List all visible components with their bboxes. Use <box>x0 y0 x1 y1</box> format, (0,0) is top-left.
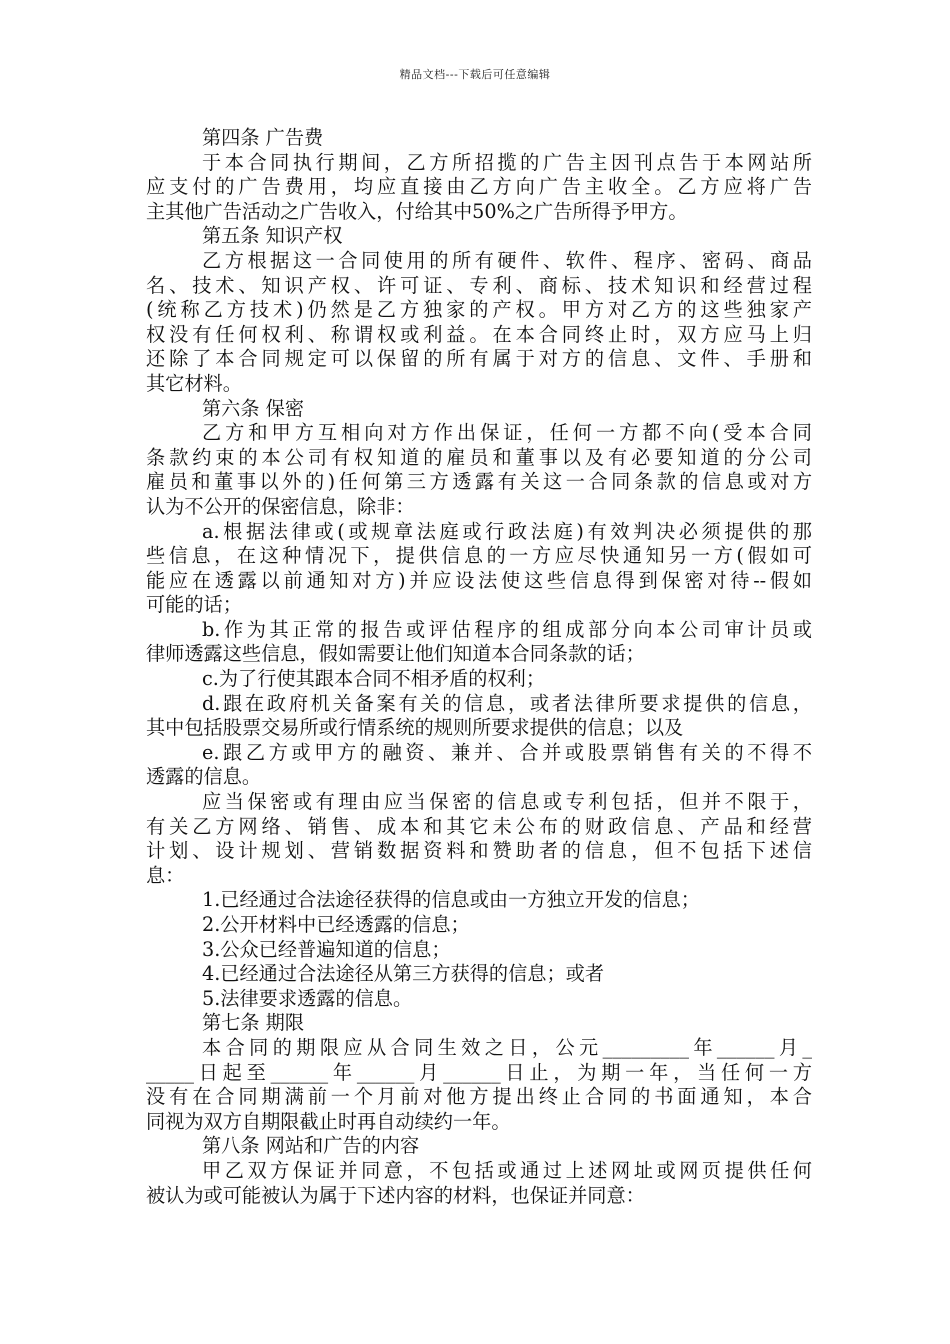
text-line: 其它材料。 <box>146 371 242 395</box>
article-heading: 第七条 期限 <box>202 1011 305 1035</box>
text-line: 3.公众已经普遍知道的信息； <box>202 937 451 961</box>
text-line: 条款约束的本公司有权知道的雇员和董事以及有必要知道的分公司 <box>146 445 812 469</box>
text-line: _____日起至______年______月______日止，为期一年，当任何一方 <box>146 1060 812 1084</box>
text-line: 应支付的广告费用，均应直接由乙方向广告主收全。乙方应将广告 <box>146 175 812 199</box>
text-line: 权没有任何权利、称谓权或利益。在本合同终止时，双方应马上归 <box>146 322 812 346</box>
text-line: 名、技术、知识产权、许可证、专利、商标、技术知识和经营过程 <box>146 273 812 297</box>
text-line: 主其他广告活动之广告收入，付给其中50%之广告所得予甲方。 <box>146 199 688 223</box>
text-line: 同视为双方自期限截止时再自动续约一年。 <box>146 1109 511 1133</box>
text-line: 还除了本合同规定可以保留的所有属于对方的信息、文件、手册和 <box>146 347 812 371</box>
text-line: 透露的信息。 <box>146 765 262 789</box>
text-line: 本合同的期限应从合同生效之日，公元_________年______月_ <box>202 1035 812 1059</box>
text-line: 于本合同执行期间，乙方所招揽的广告主因刊点告于本网站所 <box>202 150 812 174</box>
page-header: 精品文档---下载后可任意编辑 <box>399 68 551 81</box>
text-line: 乙方和甲方互相向对方作出保证，任何一方都不向(受本合同 <box>202 421 812 445</box>
text-line: 计划、设计规划、营销数据资料和赞助者的信息，但不包括下述信 <box>146 839 812 863</box>
text-line: b.作为其正常的报告或评估程序的组成部分向本公司审计员或 <box>202 617 812 641</box>
text-line: 些信息，在这种情况下，提供信息的一方应尽快通知另一方(假如可 <box>146 544 812 568</box>
article-heading: 第八条 网站和广告的内容 <box>202 1134 420 1158</box>
text-line: a.根据法律或(或规章法庭或行政法庭)有效判决必须提供的那 <box>202 519 812 543</box>
text-line: d.跟在政府机关备案有关的信息，或者法律所要求提供的信息， <box>202 691 812 715</box>
text-line: 应当保密或有理由应当保密的信息或专利包括，但并不限于， <box>202 790 812 814</box>
text-line: 能应在透露以前通知对方)并应设法使这些信息得到保密对待--假如 <box>146 568 812 592</box>
document-body <box>146 126 812 1208</box>
text-line: 2.公开材料中已经透露的信息； <box>202 913 470 936</box>
text-line: 乙方根据这一合同使用的所有硬件、软件、程序、密码、商品 <box>202 248 812 272</box>
text-line: e.跟乙方或甲方的融资、兼并、合并或股票销售有关的不得不 <box>202 740 812 764</box>
text-line: 1.已经通过合法途径获得的信息或由一方独立开发的信息； <box>202 888 700 912</box>
article-heading: 第五条 知识产权 <box>202 224 343 248</box>
article-heading: 第四条 广告费 <box>202 126 324 149</box>
text-line: (统称乙方技术)仍然是乙方独家的产权。甲方对乙方的这些独家产 <box>146 298 812 322</box>
text-line: 其中包括股票交易所或行情系统的规则所要求提供的信息；以及 <box>146 716 684 740</box>
text-line: 有关乙方网络、销售、成本和其它未公布的财政信息、产品和经营 <box>146 814 812 838</box>
text-line: 甲乙双方保证并同意，不包括或通过上述网址或网页提供任何 <box>202 1158 812 1182</box>
article-heading: 第六条 保密 <box>202 396 305 420</box>
text-line: 被认为或可能被认为属于下述内容的材料，也保证并同意： <box>146 1183 645 1207</box>
text-line: c.为了行使其跟本合同不相矛盾的权利； <box>202 667 546 691</box>
text-line: 4.已经通过合法途径从第三方获得的信息；或者 <box>202 962 605 986</box>
text-line: 可能的话； <box>146 593 242 617</box>
text-line: 息： <box>146 863 185 887</box>
text-line: 认为不公开的保密信息，除非： <box>146 494 415 518</box>
text-line: 5.法律要求透露的信息。 <box>202 986 413 1010</box>
text-line: 没有在合同期满前一个月前对他方提出终止合同的书面通知，本合 <box>146 1085 812 1109</box>
text-line: 雇员和董事以外的)任何第三方透露有关这一合同条款的信息或对方 <box>146 470 812 494</box>
text-line: 律师透露这些信息，假如需要让他们知道本合同条款的话； <box>146 642 645 666</box>
